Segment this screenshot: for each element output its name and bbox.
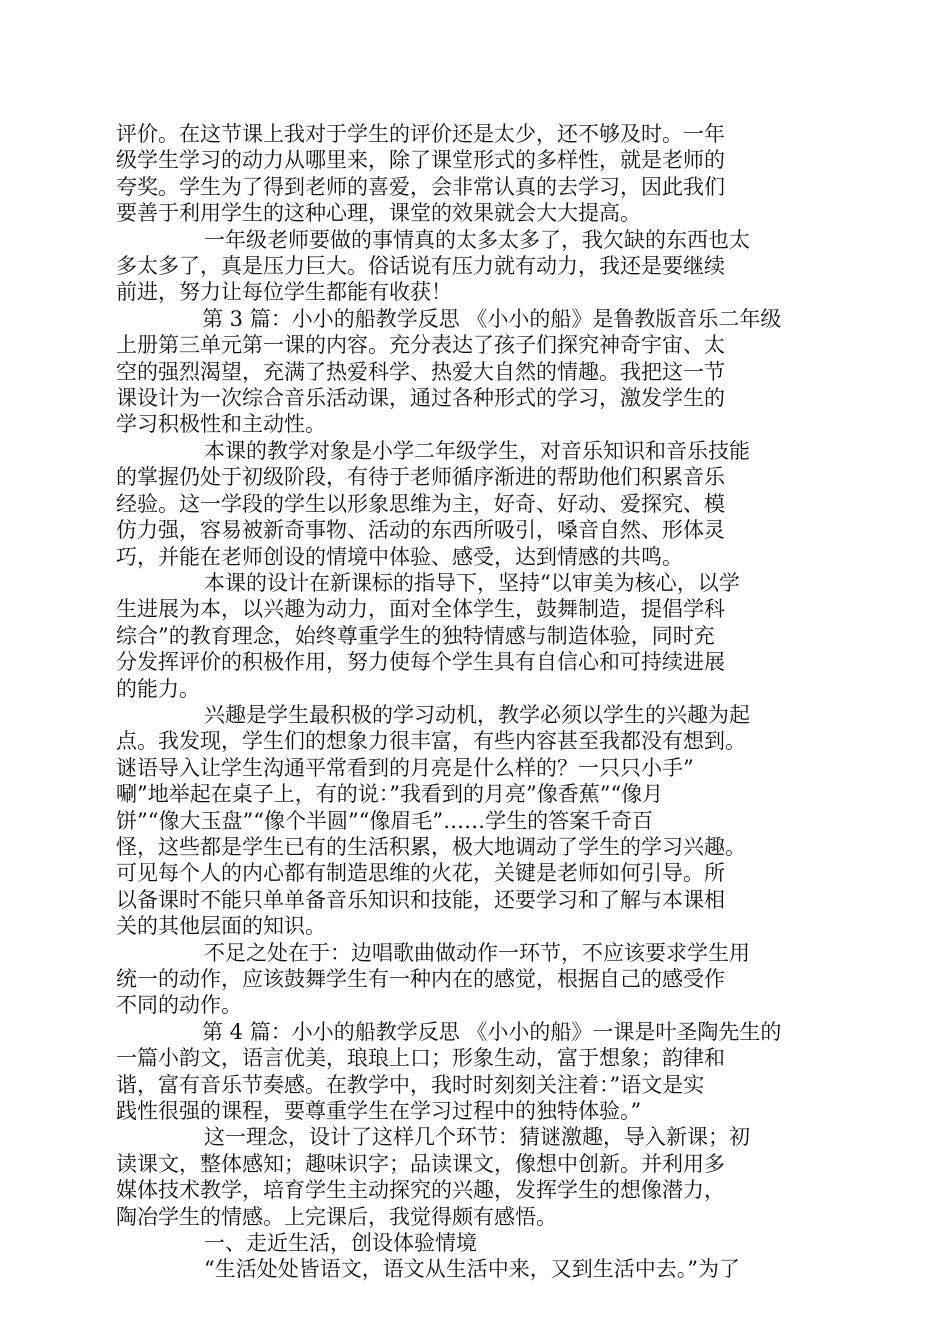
text-line: 第 3 篇：小小的船教学反思 《小小的船》是鲁教版音乐二年级 xyxy=(202,306,782,331)
paragraph xyxy=(116,1124,820,1230)
text-line: 仿力强，容易被新奇事物、活动的东西所吸引，嗓音自然、形体灵 xyxy=(116,518,725,543)
paragraph xyxy=(116,1256,820,1282)
text-line: 饼”“像大玉盘”“像个半圆”“像眉毛”……学生的答案千奇百 xyxy=(116,808,654,833)
text-line: 上册第三单元第一课的内容。充分表达了孩子们探究神奇宇宙、太 xyxy=(116,333,725,358)
text-line: 兴趣是学生最积极的学习动机，教学必须以学生的兴趣为起 xyxy=(204,702,750,727)
text-line: 要善于利用学生的这种心理，课堂的效果就会大大提高。 xyxy=(116,201,641,226)
paragraph xyxy=(116,1230,820,1256)
text-line: 不同的动作。 xyxy=(116,993,242,1018)
text-line: “生活处处皆语文，语文从生活中来，又到生活中去。”为了 xyxy=(204,1257,740,1282)
text-line: 分发挥评价的积极作用，努力使每个学生具有自信心和可持续进展 xyxy=(116,650,725,675)
text-line: 一年级老师要做的事情真的太多太多了，我欠缺的东西也太 xyxy=(204,227,750,252)
text-line: 一、走近生活，创设体验情境 xyxy=(204,1231,477,1256)
text-line: 点。我发现，学生们的想象力很丰富，有些内容甚至我都没有想到。 xyxy=(116,729,746,754)
text-line: 唰”地举起在桌子上，有的说：”我看到的月亮”像香蕉”“像月 xyxy=(116,782,664,807)
text-line: 第 4 篇：小小的船教学反思 《小小的船》一课是叶圣陶先生的 xyxy=(202,1019,782,1044)
paragraph xyxy=(116,121,820,227)
text-line: 多太多了，真是压力巨大。俗话说有压力就有动力，我还是要继续 xyxy=(116,254,725,279)
text-line: 本课的教学对象是小学二年级学生，对音乐知识和音乐技能 xyxy=(204,438,750,463)
paragraph xyxy=(116,227,820,306)
text-line: 综合”的教育理念，始终尊重学生的独特情感与制造体验，同时充 xyxy=(116,623,715,648)
text-line: 夸奖。学生为了得到老师的喜爱，会非常认真的去学习，因此我们 xyxy=(116,174,725,199)
text-line: 谐，富有音乐节奏感。在教学中，我时时刻刻关注着：”语文是实 xyxy=(116,1072,705,1097)
paragraph xyxy=(116,1019,820,1125)
text-line: 空的强烈渴望，充满了热爱科学、热爱大自然的情趣。我把这一节 xyxy=(116,359,725,384)
text-line: 学习积极性和主动性。 xyxy=(116,412,326,437)
text-line: 媒体技术教学，培育学生主动探究的兴趣，发挥学生的想像潜力， xyxy=(116,1178,725,1203)
text-line: 前进，努力让每位学生都能有收获！ xyxy=(116,280,452,305)
text-line: 评价。在这节课上我对于学生的评价还是太少，还不够及时。一年 xyxy=(116,122,725,146)
text-line: 的掌握仍处于初级阶段，有待于老师循序渐进的帮助他们积累音乐 xyxy=(116,465,725,490)
text-line: 怪，这些都是学生已有的生活积累，极大地调动了学生的学习兴趣。 xyxy=(116,834,746,859)
paragraph xyxy=(116,306,820,438)
paragraph xyxy=(116,438,820,570)
text-line: 不足之处在于：边唱歌曲做动作一环节，不应该要求学生用 xyxy=(204,940,750,965)
text-line: 读课文，整体感知；趣味识字；品读课文，像想中创新。并利用多 xyxy=(116,1151,725,1176)
paragraph xyxy=(116,570,820,702)
text-line: 谜语导入让学生沟通平常看到的月亮是什么样的？一只只小手” xyxy=(116,755,694,780)
paragraph xyxy=(116,940,820,1019)
text-line: 关的其他层面的知识。 xyxy=(116,914,326,939)
text-line: 可见每个人的内心都有制造思维的火花，关键是老师如何引导。所 xyxy=(116,861,725,886)
text-line: 以备课时不能只单单备音乐知识和技能，还要学习和了解与本课相 xyxy=(116,887,725,912)
text-line: 级学生学习的动力从哪里来，除了课堂形式的多样性，就是老师的 xyxy=(116,148,725,173)
text-line: 的能力。 xyxy=(116,676,200,701)
document-body xyxy=(116,121,820,1283)
text-line: 统一的动作，应该鼓舞学生有一种内在的感觉，根据自己的感受作 xyxy=(116,967,725,991)
document-page xyxy=(116,121,820,1283)
text-line: 经验。这一学段的学生以形象思维为主，好奇、好动、爱探究、模 xyxy=(116,491,725,516)
text-line: 生进展为本，以兴趣为动力，面对全体学生，鼓舞制造，提倡学科 xyxy=(116,597,725,622)
text-line: 践性很强的课程，要尊重学生在学习过程中的独特体验。” xyxy=(116,1099,642,1124)
text-line: 这一理念，设计了这样几个环节：猜谜激趣，导入新课；初 xyxy=(204,1125,750,1150)
text-line: 一篇小韵文，语言优美，琅琅上口；形象生动，富于想象；韵律和 xyxy=(116,1046,725,1071)
text-line: 本课的设计在新课标的指导下，坚持“以审美为核心，以学 xyxy=(204,570,740,595)
text-line: 课设计为一次综合音乐活动课，通过各种形式的学习，激发学生的 xyxy=(116,386,725,411)
text-line: 陶冶学生的情感。上完课后，我觉得颇有感悟。 xyxy=(116,1204,557,1229)
paragraph xyxy=(116,702,820,940)
text-line: 巧，并能在老师创设的情境中体验、感受，达到情感的共鸣。 xyxy=(116,544,683,569)
